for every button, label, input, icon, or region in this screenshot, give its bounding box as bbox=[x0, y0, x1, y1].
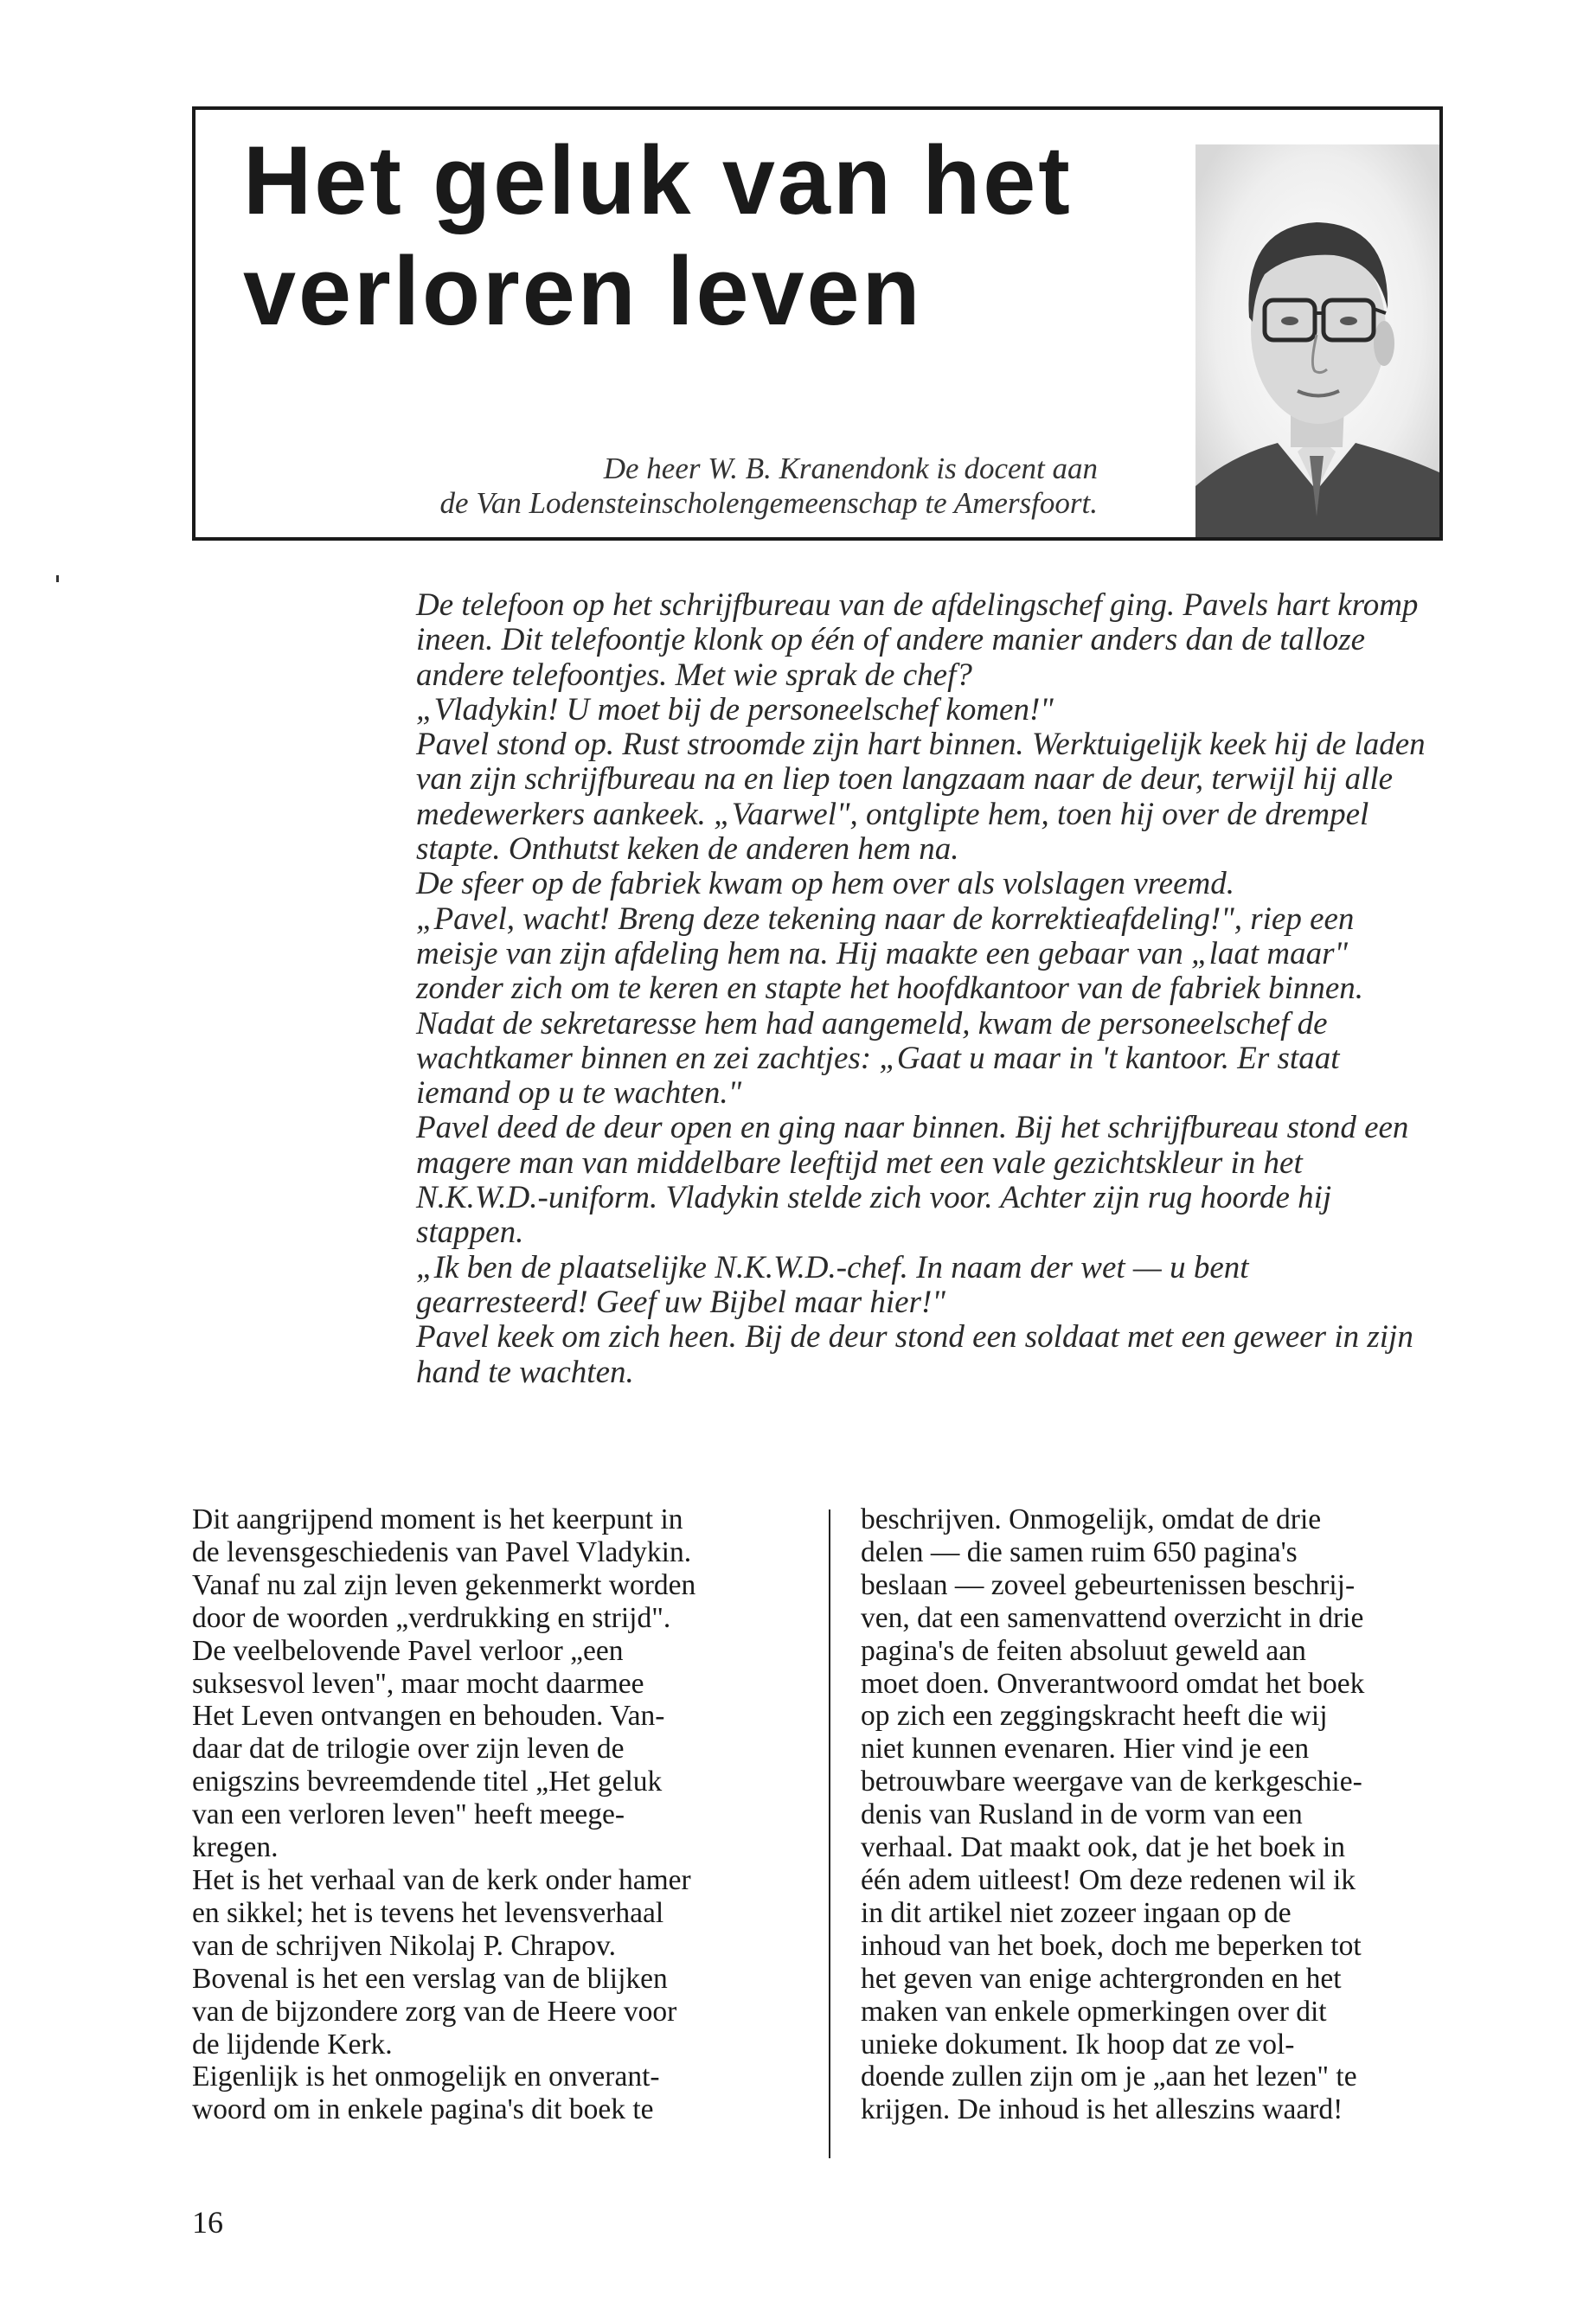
header-box bbox=[192, 106, 1443, 541]
body-line: van een verloren leven" heeft meege- bbox=[192, 1798, 625, 1831]
caption-line-2: de Van Lodensteinscholengemeenschap te Amersfoort. bbox=[439, 486, 1098, 520]
body-line: doende zullen zijn om je „aan het lezen" te bbox=[861, 2061, 1357, 2093]
body-line: ven, dat een samenvattend overzicht in drie bbox=[861, 1601, 1364, 1634]
intro-paragraph: Pavel deed de deur open en ging naar binnen. Bij het schrijfbureau stond een magere man van middelbare leeftijd met een vale gezichtskleur in het N.K.W.D.-uniform. Vladykin stelde zich voor. Achter zijn rug hoorde hij stappen. bbox=[416, 1110, 1409, 1251]
article-title bbox=[243, 125, 1073, 347]
body-line: van de schrijven Nikolaj P. Chrapov. bbox=[192, 1929, 617, 1962]
body-line: de levensgeschiedenis van Pavel Vladykin. bbox=[192, 1535, 692, 1568]
body-line: denis van Rusland in de vorm van een bbox=[861, 1798, 1303, 1831]
body-line: in dit artikel niet zozeer ingaan op de bbox=[861, 1896, 1292, 1929]
intro-paragraph: De sfeer op de fabriek kwam op hem over als volslagen vreemd. bbox=[416, 866, 1234, 902]
caption-line-1: De heer W. B. Kranendonk is docent aan bbox=[603, 452, 1098, 485]
scan-speck bbox=[56, 575, 59, 582]
author-portrait bbox=[1195, 144, 1441, 538]
body-line: Dit aangrijpend moment is het keerpunt in bbox=[192, 1503, 683, 1535]
body-column-right bbox=[861, 1503, 1485, 2126]
body-line: de lijdende Kerk. bbox=[192, 2028, 393, 2061]
title-line-2: verloren leven bbox=[243, 237, 923, 345]
body-line: woord om in enkele pagina's dit boek te bbox=[192, 2093, 654, 2126]
body-line: Eigenlijk is het onmogelijk en onverant- bbox=[192, 2061, 660, 2093]
intro-paragraph: Pavel stond op. Rust stroomde zijn hart binnen. Werktuigelijk keek hij de laden van zijn schrijfbureau na en liep toen langzaam naar de deur, terwijl hij alle medewerkers aankeek. „Vaarwel", ontglipte hem, toen hij over de drempel stapte. Onthutst keken de anderen hem na. bbox=[416, 727, 1426, 868]
body-line: niet kunnen evenaren. Hier vind je een bbox=[861, 1733, 1310, 1766]
body-line: beschrijven. Onmogelijk, omdat de drie bbox=[861, 1503, 1322, 1535]
body-line: enigszins bevreemdende titel „Het geluk bbox=[192, 1766, 663, 1798]
intro-paragraph: „Ik ben de plaatselijke N.K.W.D.-chef. In naam der wet — u bent gearresteerd! Geef uw Bijbel maar hier!" bbox=[416, 1249, 1249, 1320]
body-line: daar dat de trilogie over zijn leven de bbox=[192, 1733, 625, 1766]
body-line: maken van enkele opmerkingen over dit bbox=[861, 1995, 1327, 2028]
body-line: verhaal. Dat maakt ook, dat je het boek in bbox=[861, 1831, 1345, 1864]
intro-paragraph: Nadat de sekretaresse hem had aangemeld, kwam de personeelschef de wachtkamer binnen en zei zachtjes: „Gaat u maar in 't kantoor. Er staat iemand op u te wachten." bbox=[416, 1005, 1340, 1112]
body-line: suksesvol leven", maar mocht daarmee bbox=[192, 1667, 644, 1700]
body-line: Bovenal is het een verslag van de blijken bbox=[192, 1962, 668, 1995]
column-divider bbox=[829, 1509, 830, 2158]
body-line: beslaan — zoveel gebeurtenissen beschrij- bbox=[861, 1568, 1356, 1601]
body-line: betrouwbare weergave van de kerkgeschie- bbox=[861, 1766, 1362, 1798]
body-line: krijgen. De inhoud is het alleszins waard! bbox=[861, 2093, 1343, 2126]
intro-paragraph: De telefoon op het schrijfbureau van de afdelingschef ging. Pavels hart kromp ineen. Dit telefoontje klonk op één of andere manier anders dan de talloze andere telefoontjes. Met wie sprak de chef? bbox=[416, 587, 1419, 693]
author-caption bbox=[440, 452, 1098, 521]
body-line: op zich een zeggingskracht heeft die wij bbox=[861, 1700, 1328, 1733]
title-line-1: Het geluk van het bbox=[243, 126, 1073, 234]
body-line: delen — die samen ruim 650 pagina's bbox=[861, 1535, 1298, 1568]
body-line: van de bijzondere zorg van de Heere voor bbox=[192, 1995, 677, 2028]
body-line: unieke dokument. Ik hoop dat ze vol- bbox=[861, 2028, 1295, 2061]
body-line: één adem uitleest! Om deze redenen wil ik bbox=[861, 1863, 1356, 1896]
intro-paragraph: Pavel keek om zich heen. Bij de deur stond een soldaat met een geweer in zijn hand te wachten. bbox=[416, 1319, 1413, 1390]
body-line: moet doen. Onverantwoord omdat het boek bbox=[861, 1667, 1365, 1700]
body-line: inhoud van het boek, doch me beperken tot bbox=[861, 1929, 1362, 1962]
body-line: De veelbelovende Pavel verloor „een bbox=[192, 1634, 624, 1667]
body-line: Vanaf nu zal zijn leven gekenmerkt worden bbox=[192, 1568, 696, 1601]
body-column-left bbox=[192, 1503, 817, 2126]
body-line: Het Leven ontvangen en behouden. Van- bbox=[192, 1700, 665, 1733]
body-line: Het is het verhaal van de kerk onder hamer bbox=[192, 1863, 691, 1896]
page-number: 16 bbox=[192, 2205, 223, 2240]
body-line: pagina's de feiten absoluut geweld aan bbox=[861, 1634, 1306, 1667]
body-line: door de woorden „verdrukking en strijd". bbox=[192, 1601, 671, 1634]
body-line: en sikkel; het is tevens het levensverhaal bbox=[192, 1896, 664, 1929]
body-line: het geven van enige achtergronden en het bbox=[861, 1962, 1342, 1995]
intro-excerpt bbox=[416, 588, 1428, 1390]
body-line: kregen. bbox=[192, 1831, 279, 1864]
intro-paragraph: „Vladykin! U moet bij de personeelschef komen!" bbox=[416, 691, 1054, 727]
intro-paragraph: „Pavel, wacht! Breng deze tekening naar de korrektieafdeling!", riep een meisje van zijn afdeling hem na. Hij maakte een gebaar van „laat maar" zonder zich om te keren en stapte het hoofdkantoor van de fabriek binnen. bbox=[416, 901, 1364, 1007]
